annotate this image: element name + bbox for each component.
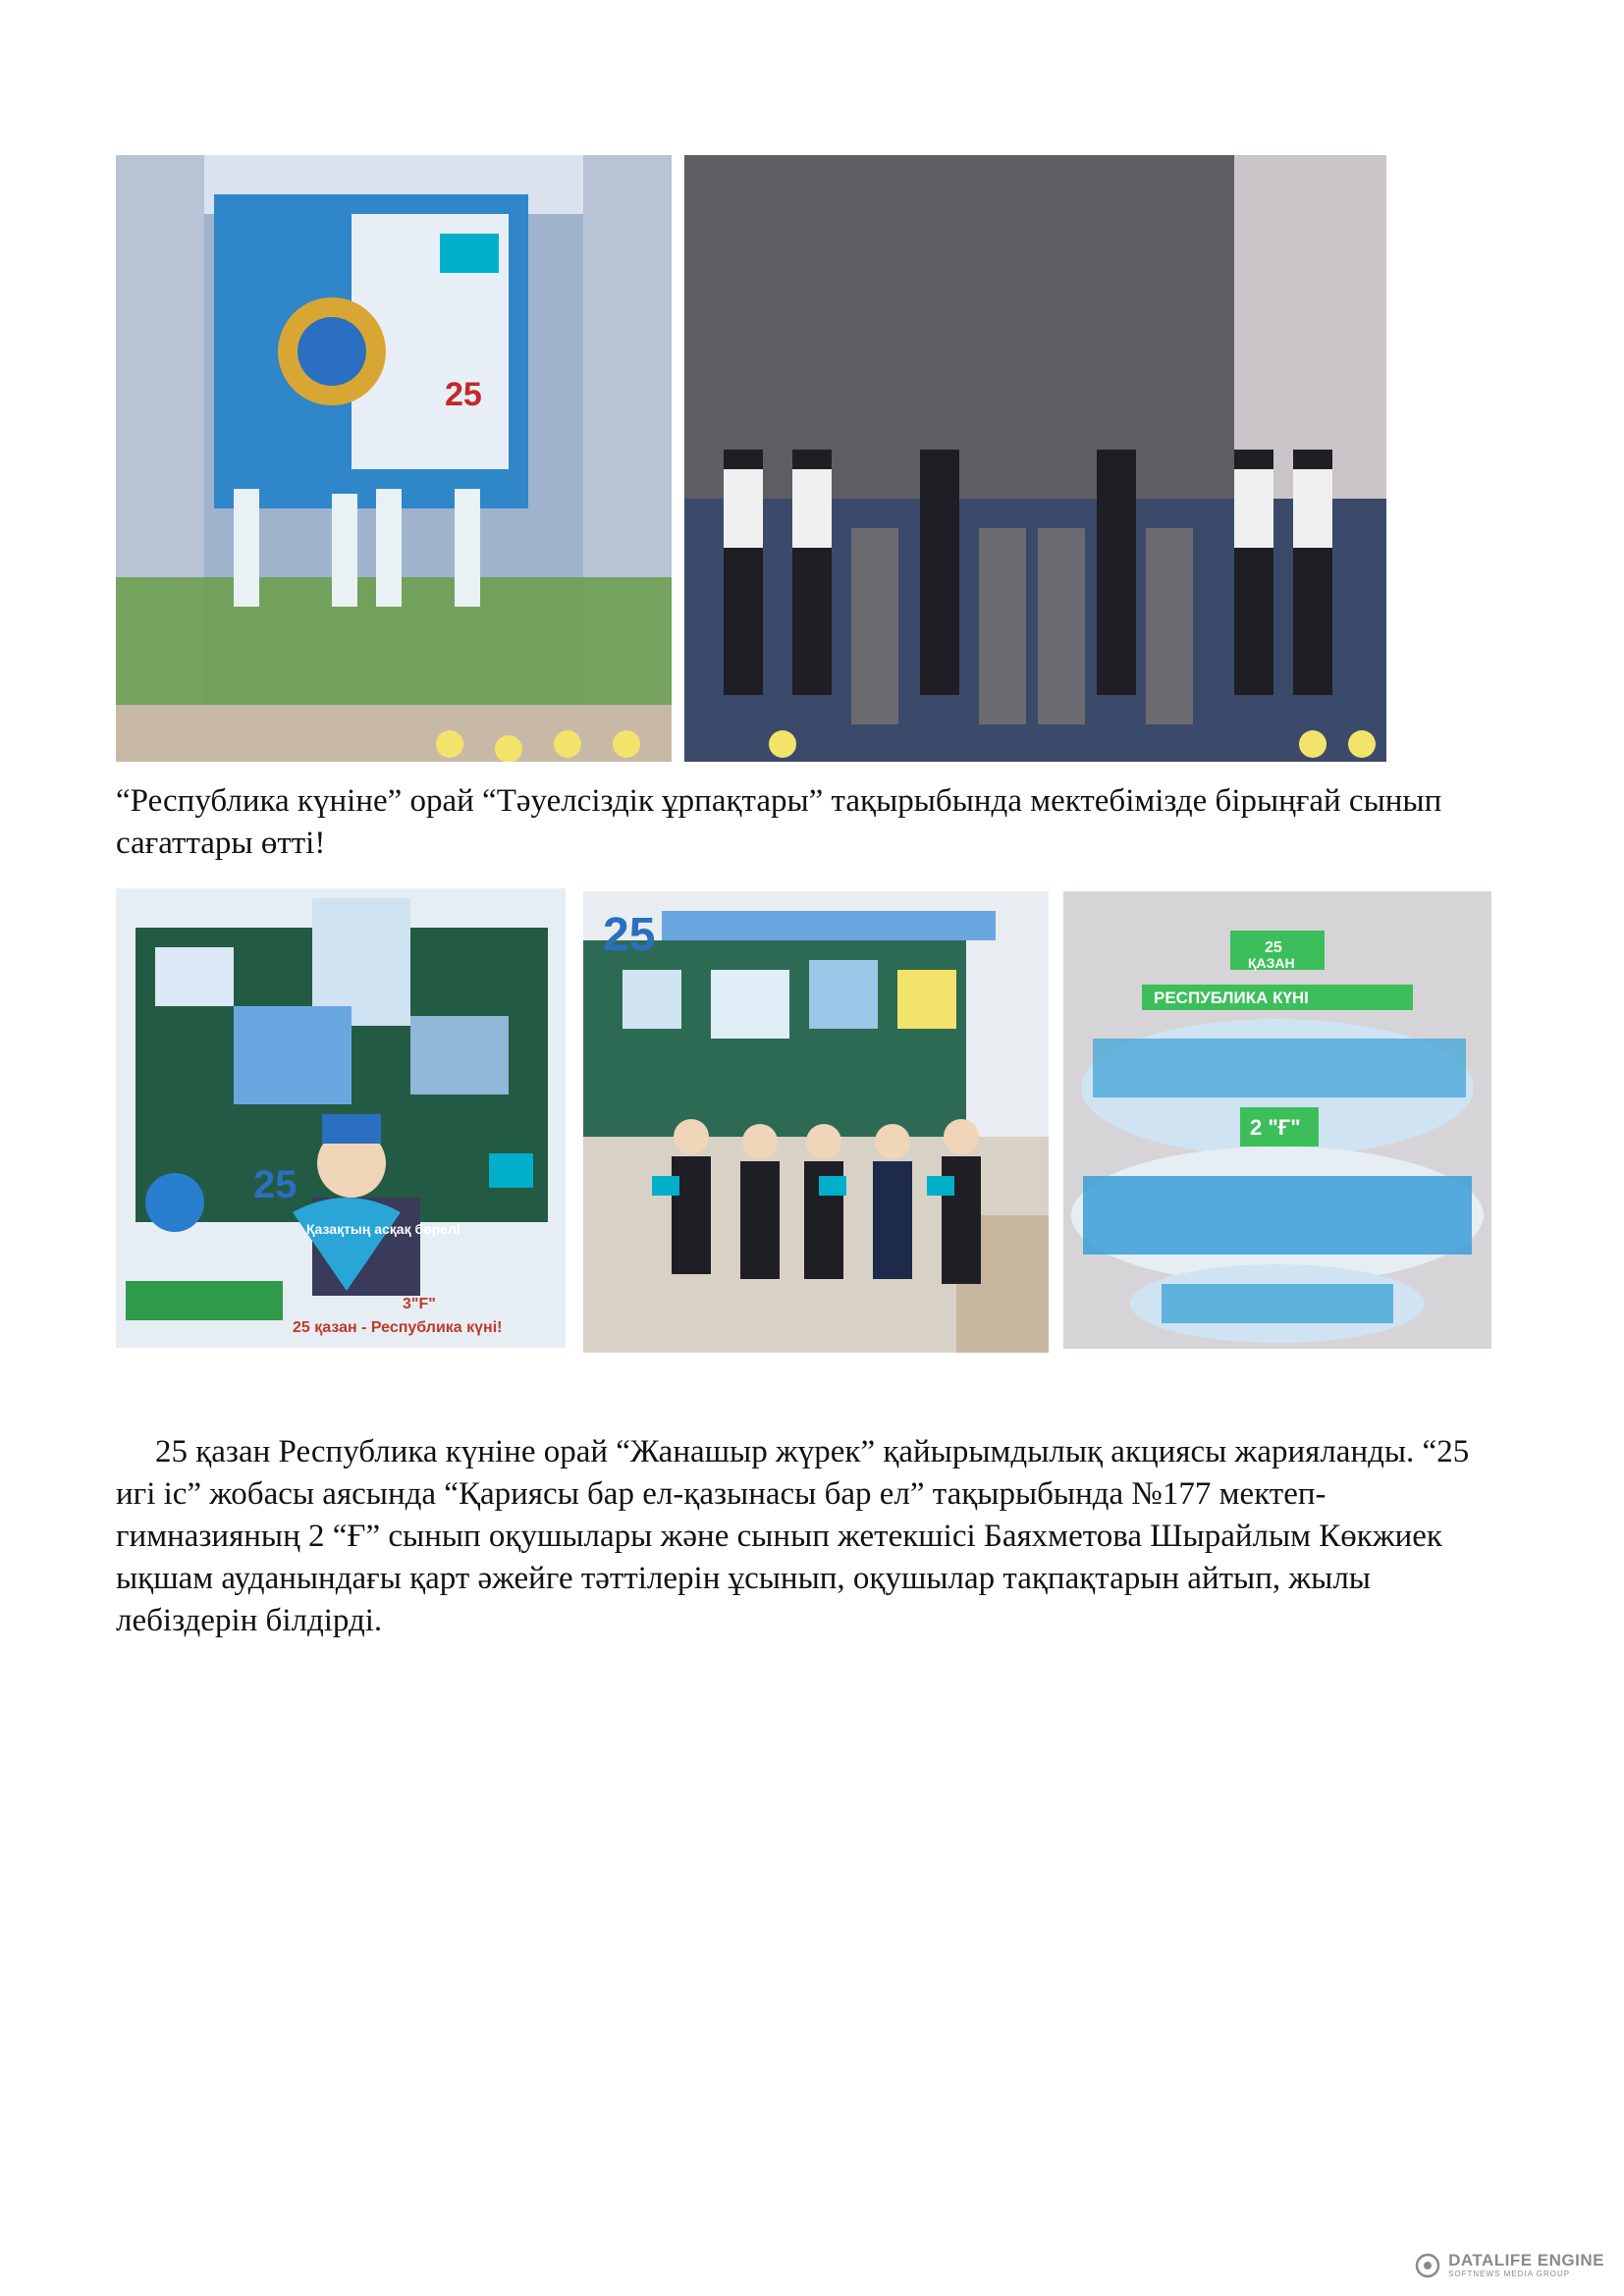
svg-text:Қазақтың асқақ бөрелі: Қазақтың асқақ бөрелі	[306, 1221, 460, 1237]
svg-text:2 "Ғ": 2 "Ғ"	[1250, 1115, 1301, 1140]
watermark-subtitle: SOFTNEWS MEDIA GROUP	[1448, 2269, 1571, 2278]
classroom-photo-1-drawing	[116, 888, 566, 1348]
classroom-photo-3-drawing	[1063, 891, 1491, 1349]
svg-text:25: 25	[1265, 939, 1282, 956]
watermark-title: DATALIFE ENGINE	[1448, 2251, 1604, 2269]
caption-1: “Республика күніне” орай “Тәуелсіздік ұрпақтары” тақырыбында мектебімізде бірыңғай сынып сағаттары өтті!	[116, 783, 1442, 861]
svg-text:25: 25	[603, 909, 656, 961]
svg-text:ҚАЗАН: ҚАЗАН	[1248, 955, 1295, 971]
classroom-photo-1	[116, 888, 566, 1348]
classroom-photo-3	[1063, 891, 1491, 1349]
stage-photo-2	[684, 155, 1386, 762]
classroom-photo-2-drawing	[583, 891, 1049, 1353]
datalife-watermark	[1415, 2252, 1604, 2278]
classroom-photo-2	[583, 891, 1049, 1353]
datalife-logo-icon	[1415, 2253, 1440, 2278]
svg-text:3"F": 3"F"	[403, 1296, 436, 1312]
svg-text:25: 25	[445, 376, 482, 413]
svg-text:РЕСПУБЛИКА КҮНІ: РЕСПУБЛИКА КҮНІ	[1154, 988, 1309, 1007]
svg-text:25: 25	[253, 1163, 298, 1206]
paragraph-2: 25 қазан Республика күніне орай “Жанашыр жүрек” қайырымдылық акциясы жарияланды. “25 игі іс” жобасы аясында “Қариясы бар ел-қазынасы бар ел” тақырыбында №177 мектеп-гимназияның 2 “Ғ” сынып оқушылары және сынып жетекшісі Баяхметова Шырайлым Көкжиек ықшам ауданындағы қарт әжейге тәттілерін ұсынып, оқушылар тақпақтарын айтып, жылы лебіздерін білдірді.	[116, 1434, 1470, 1638]
stage-photo-2-drawing	[684, 155, 1386, 762]
stage-photo-1	[116, 155, 672, 762]
stage-photo-1-drawing	[116, 155, 672, 762]
svg-text:25 қазан - Республика күні!: 25 қазан - Республика күні!	[293, 1319, 503, 1336]
